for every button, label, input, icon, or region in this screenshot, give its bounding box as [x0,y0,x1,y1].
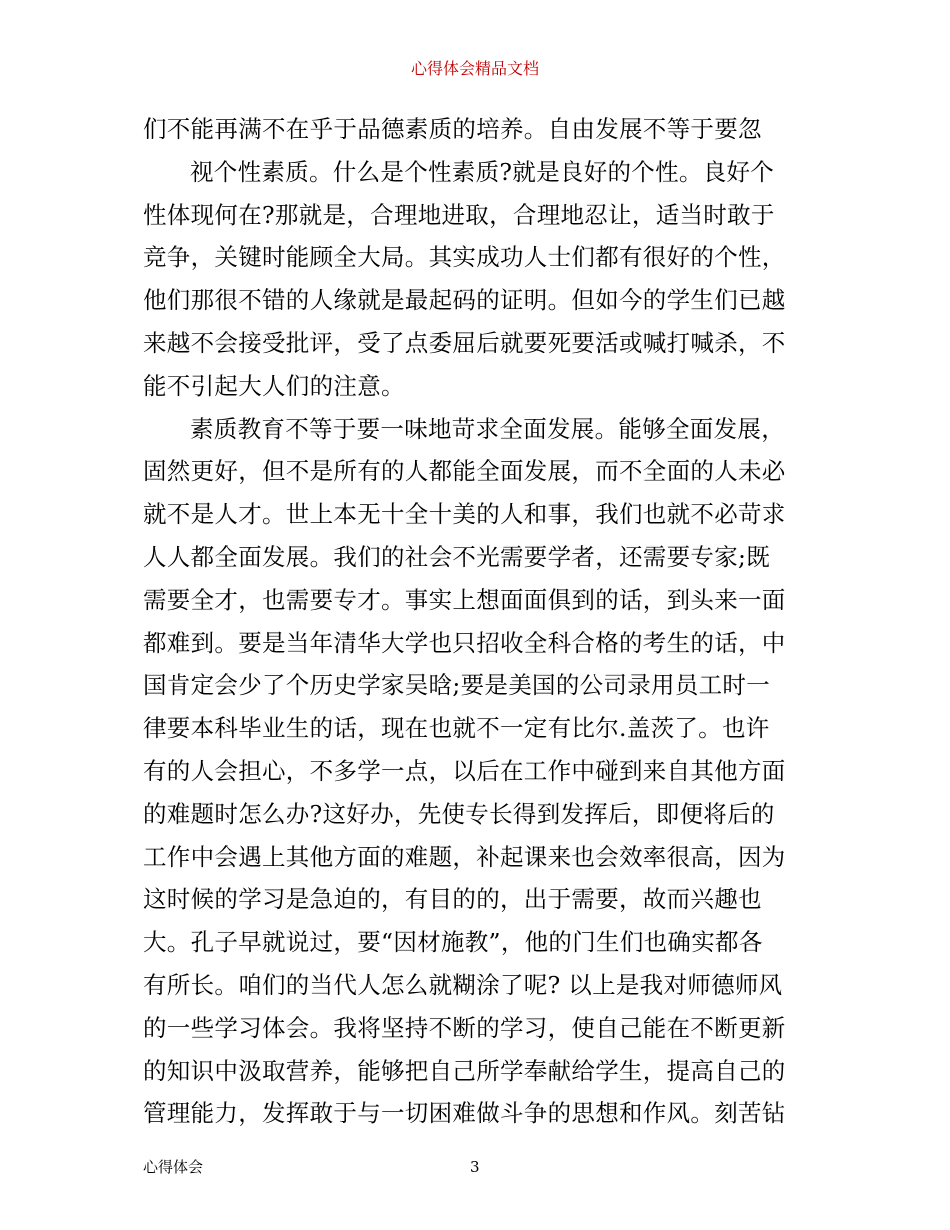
body-line: 需要全才，也需要专才。事实上想面面俱到的话，到头来一面 [143,585,786,614]
body-line: 这时候的学习是急迫的，有目的的，出于需要，故而兴趣也 [143,885,762,914]
body-line: 大。孔子早就说过，要“因材施教”，他的门生们也确实都各 [143,928,763,957]
body-line: 固然更好，但不是所有的人都能全面发展，而不全面的人未必 [143,457,786,486]
body-line: 人人都全面发展。我们的社会不光需要学者，还需要专家;既 [143,542,771,571]
page-number: 3 [470,1158,480,1176]
body-line: 视个性素质。什么是个性素质?就是良好的个性。良好个 [190,157,775,186]
body-line: 的难题时怎么办?这好办，先使专长得到发挥后，即便将后的 [143,799,775,828]
body-line: 来越不会接受批评，受了点委屈后就要死要活或喊打喊杀，不 [143,328,786,357]
page-footer [0,1155,950,1179]
body-line: 管理能力，发挥敢于与一切困难做斗争的思想和作风。刻苦钻 [143,1099,786,1128]
body-line: 有所长。咱们的当代人怎么就糊涂了呢? 以上是我对师德师风 [143,970,783,999]
body-line: 的知识中汲取营养，能够把自己所学奉献给学生，提高自己的 [143,1056,786,1085]
body-line: 都难到。要是当年清华大学也只招收全科合格的考生的话，中 [143,628,786,657]
body-line: 素质教育不等于要一味地苛求全面发展。能够全面发展， [190,414,785,443]
body-line: 就不是人才。世上本无十全十美的人和事，我们也就不必苛求 [143,500,786,529]
footer-label: 心得体会 [143,1158,204,1176]
body-line: 律要本科毕业生的话，现在也就不一定有比尔.盖茨了。也许 [143,714,770,743]
body-line: 有的人会担心，不多学一点，以后在工作中碰到来自其他方面 [143,756,786,785]
page-header-title: 心得体会精品文档 [410,59,539,78]
body-line: 的一些学习体会。我将坚持不断的学习，使自己能在不断更新 [143,1013,786,1042]
body-line: 工作中会遇上其他方面的难题，补起课来也会效率很高，因为 [143,842,786,871]
body-line: 们不能再满不在乎于品德素质的培养。自由发展不等于要忽 [143,115,762,143]
body-line: 竞争，关键时能顾全大局。其实成功人士们都有很好的个性， [143,243,786,272]
body-line: 性体现何在?那就是，合理地进取，合理地忍让，适当时敢于 [143,200,775,229]
body-line: 能不引起大人们的注意。 [143,371,405,400]
body-line: 国肯定会少了个历史学家吴晗;要是美国的公司录用员工时一 [143,671,771,700]
document-body [143,108,823,1135]
body-line: 他们那很不错的人缘就是最起码的证明。但如今的学生们已越 [143,286,786,315]
